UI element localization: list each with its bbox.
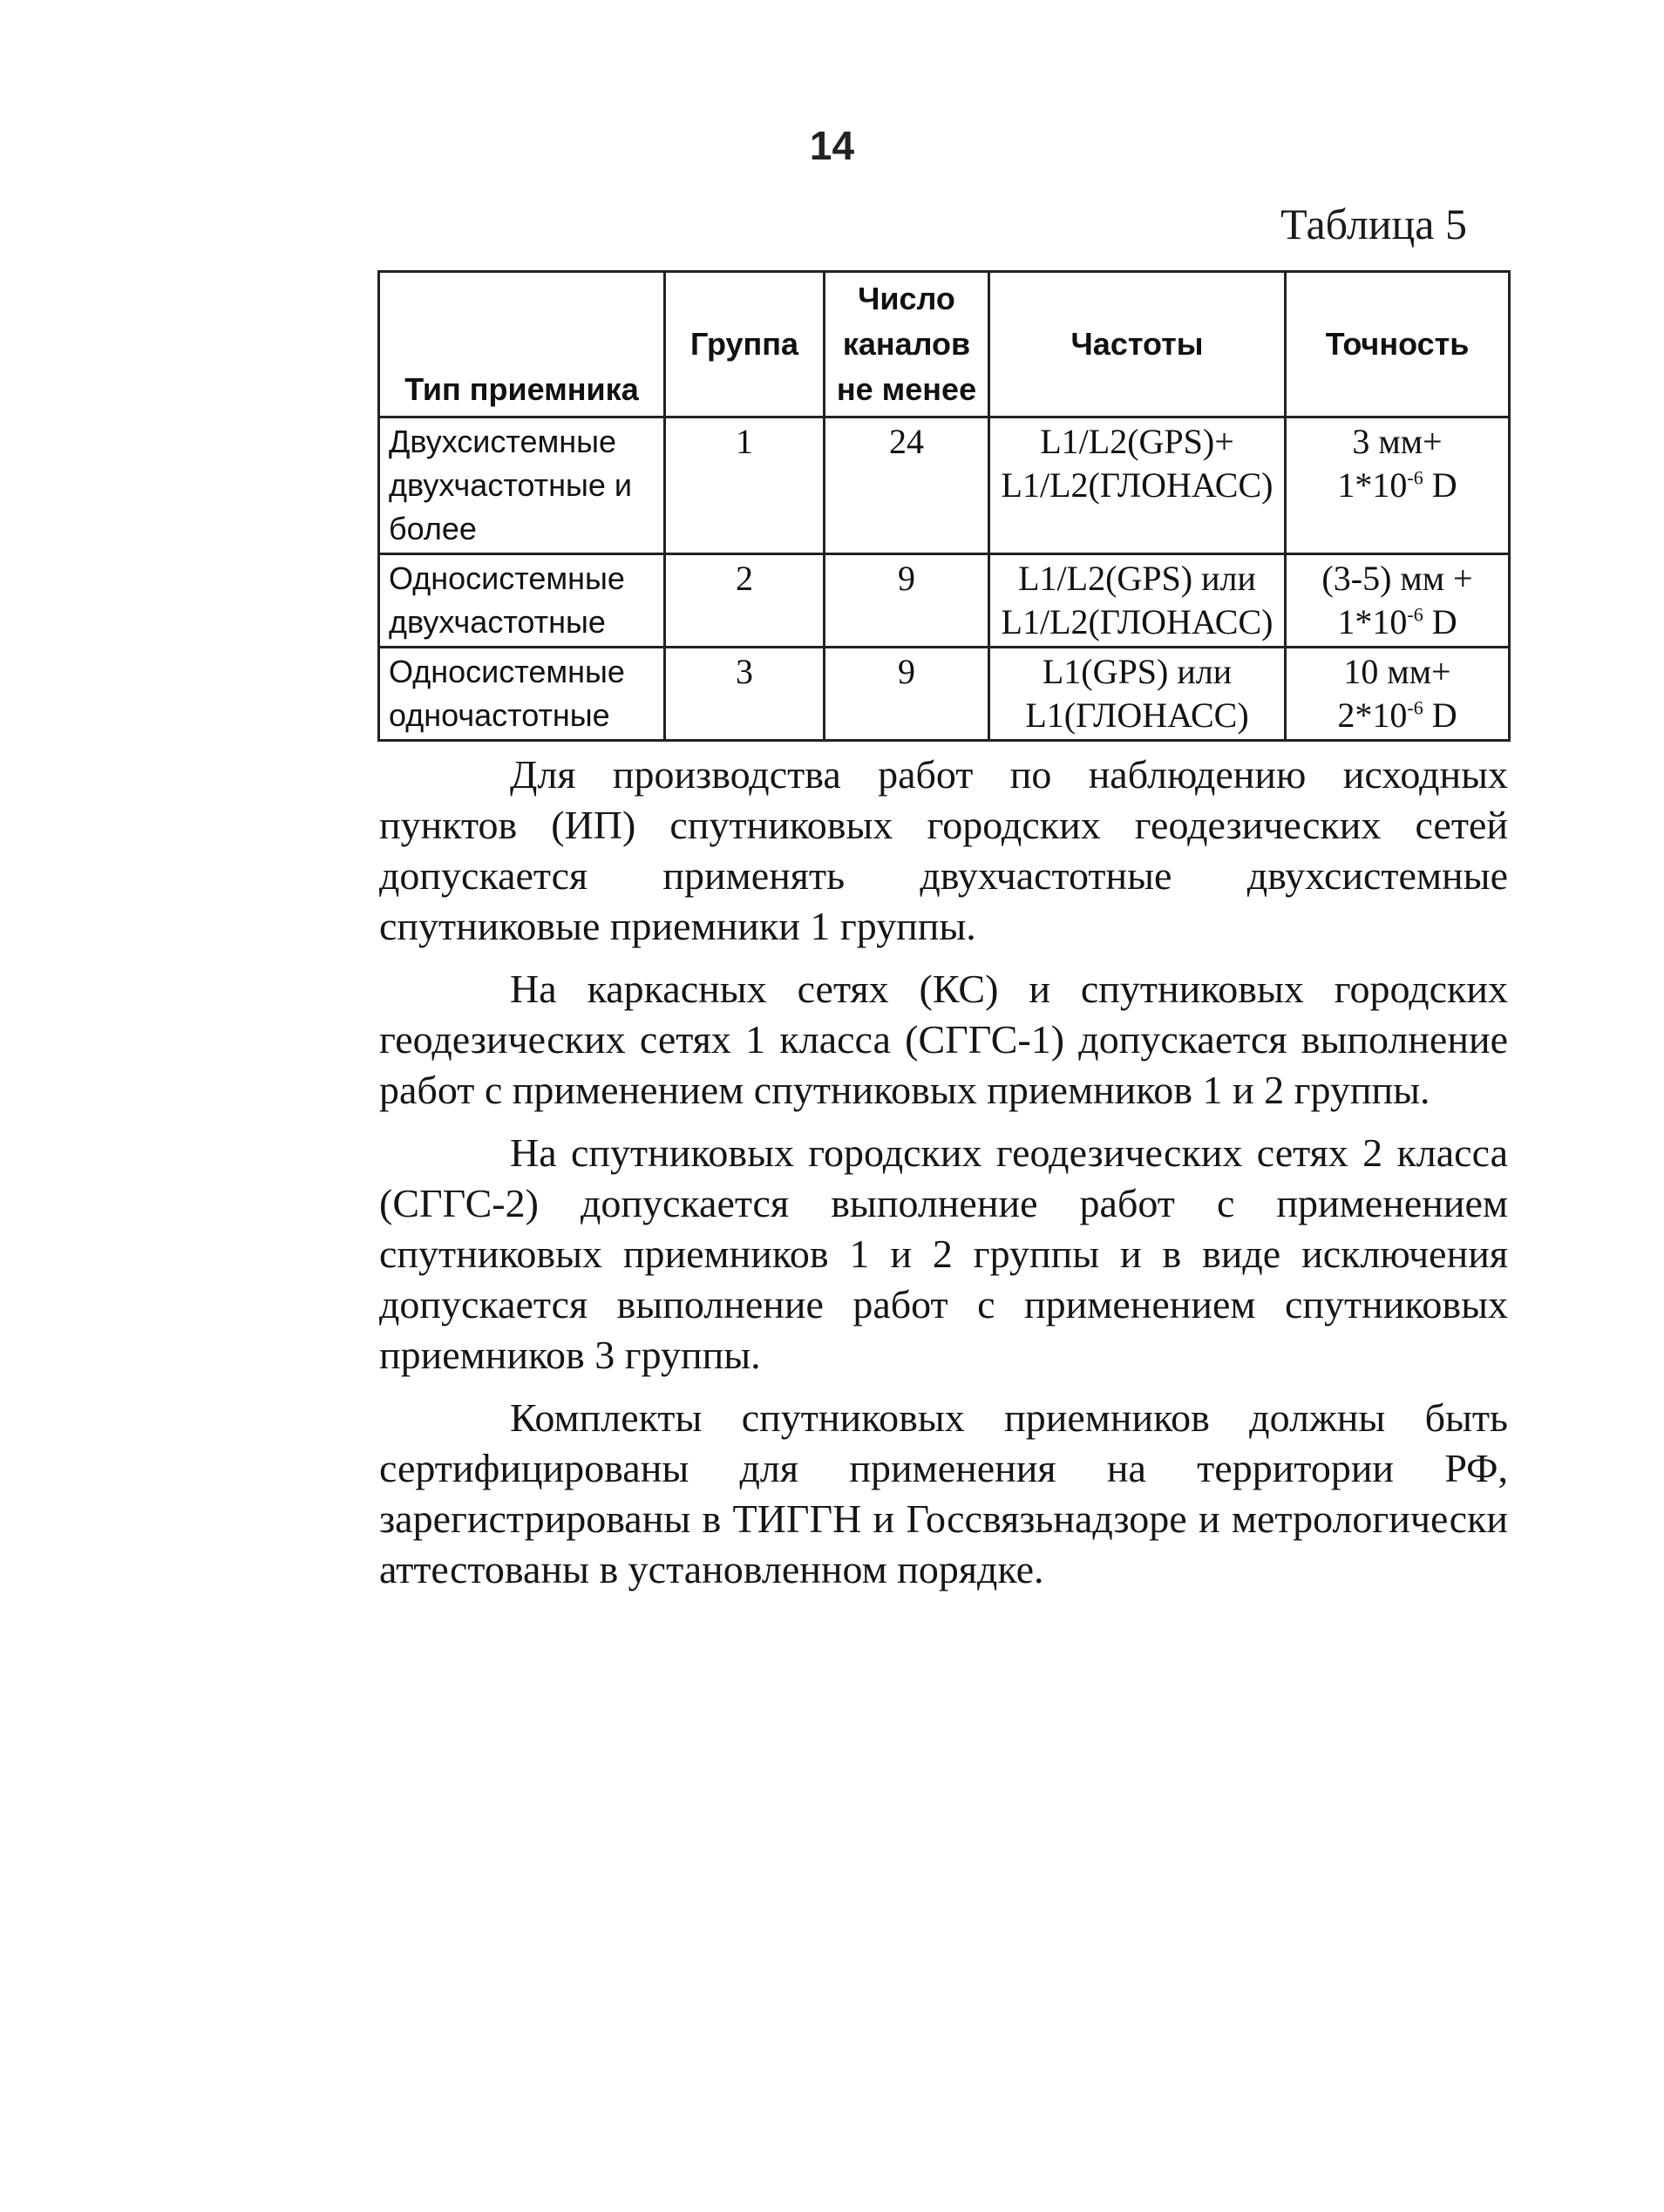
paragraph: Комплекты спутниковых приемников должны быть сертифицированы для применения на территории РФ, зарегистрированы в ТИГГН и Госсвязьнадзоре и метрологически аттестованы в установленном порядке. <box>379 1395 1508 1591</box>
paragraph: Для производства работ по наблюдению исходных пунктов (ИП) спутниковых городских геодезических сетей допускается применять двухчастотные двухсистемные спутниковые приемники 1 группы. <box>379 752 1508 948</box>
frequency-line-2: L1/L2(ГЛОНАСС) <box>1001 465 1273 505</box>
header-accuracy: Точность <box>1286 272 1510 417</box>
accuracy-exponent: -6 <box>1407 603 1423 626</box>
accuracy-unit: D <box>1423 695 1457 735</box>
frequency-line-1: L1(GPS) или <box>1042 652 1233 691</box>
table-caption: Таблица 5 <box>1280 200 1467 248</box>
cell-channels: 9 <box>825 648 989 741</box>
cell-accuracy <box>1286 648 1510 741</box>
frequency-line-1: L1/L2(GPS) или <box>1018 559 1256 598</box>
frequency-line-1: L1/L2(GPS)+ <box>1040 422 1234 461</box>
cell-frequencies <box>989 417 1286 554</box>
frequency-line-2: L1(ГЛОНАСС) <box>1025 695 1249 735</box>
page-number: 14 <box>809 123 855 168</box>
cell-receiver-type: Двухсистемные двухчастотные и более <box>379 417 665 554</box>
cell-frequencies <box>989 554 1286 648</box>
cell-accuracy <box>1286 417 1510 554</box>
accuracy-exponent: -6 <box>1407 466 1423 489</box>
cell-group: 3 <box>665 648 825 741</box>
accuracy-line-2 <box>1295 694 1499 737</box>
cell-group: 2 <box>665 554 825 648</box>
table-row <box>379 417 1510 554</box>
accuracy-line-1: 10 мм+ <box>1343 652 1451 691</box>
body-text <box>379 750 1508 1607</box>
receiver-spec-table <box>377 270 1511 742</box>
accuracy-line-1: 3 мм+ <box>1352 422 1443 461</box>
header-group: Группа <box>665 272 825 417</box>
cell-channels: 9 <box>825 554 989 648</box>
paragraph: На спутниковых городских геодезических сетях 2 класса (СГГС-2) допускается выполнение работ с применением спутниковых приемников 1 и 2 группы и в виде исключения допускается выполнение работ с применением спутниковых приемников 3 группы. <box>379 1130 1508 1377</box>
header-frequencies: Частоты <box>989 272 1286 417</box>
header-receiver-type: Тип приемника <box>379 272 665 417</box>
accuracy-unit: D <box>1423 602 1457 641</box>
cell-accuracy <box>1286 554 1510 648</box>
accuracy-exponent: -6 <box>1407 696 1423 719</box>
paragraph: На каркасных сетях (КС) и спутниковых городских геодезических сетях 1 класса (СГГС-1) допускается выполнение работ с применением спутниковых приемников 1 и 2 группы. <box>379 967 1508 1112</box>
accuracy-unit: D <box>1423 465 1457 505</box>
cell-channels: 24 <box>825 417 989 554</box>
cell-frequencies <box>989 648 1286 741</box>
header-channels: Число каналов не менее <box>825 272 989 417</box>
accuracy-base: 2*10 <box>1337 695 1408 735</box>
table-row <box>379 554 1510 648</box>
cell-group: 1 <box>665 417 825 554</box>
table-header-row <box>379 272 1510 417</box>
frequency-line-2: L1/L2(ГЛОНАСС) <box>1001 602 1273 641</box>
accuracy-line-1: (3-5) мм + <box>1321 559 1473 598</box>
accuracy-base: 1*10 <box>1337 602 1408 641</box>
accuracy-line-2 <box>1295 600 1499 644</box>
cell-receiver-type: Односистемные одночастотные <box>379 648 665 741</box>
accuracy-base: 1*10 <box>1337 465 1408 505</box>
cell-receiver-type: Односистемные двухчастотные <box>379 554 665 648</box>
table-row <box>379 648 1510 741</box>
accuracy-line-2 <box>1295 464 1499 507</box>
